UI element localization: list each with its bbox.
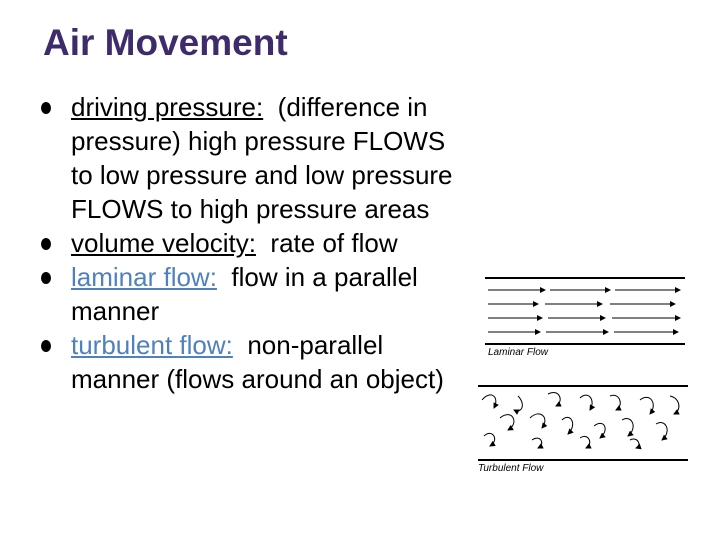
slide-title: Air Movement	[43, 22, 288, 63]
turbulent-caption: Turbulent Flow	[478, 463, 544, 474]
bullet-text: (difference in pressure) high pressure FLOWS to low pressure and low pressure FLOWS to high pressure areas	[71, 92, 453, 224]
bullet-driving-pressure	[40, 90, 470, 226]
bullet-term-link: laminar flow:	[71, 262, 217, 292]
bullet-dot-icon	[41, 340, 51, 352]
turbulent-flow-figure	[478, 386, 688, 474]
bullet-turbulent-flow	[40, 328, 470, 396]
bullet-text: flow in a parallel manner	[71, 262, 418, 326]
bullet-list	[40, 90, 470, 396]
bullet-volume-velocity	[40, 226, 470, 260]
flow-diagram	[470, 268, 700, 488]
bullet-dot-icon	[41, 272, 51, 284]
bullet-dot-icon	[41, 102, 51, 114]
bullet-text: non-parallel manner (flows around an object)	[71, 330, 444, 394]
laminar-streamlines	[488, 290, 680, 332]
bullet-laminar-flow	[40, 260, 470, 328]
turbulent-eddies	[482, 393, 679, 448]
bullet-term: volume velocity:	[71, 228, 256, 258]
bullet-dot-icon	[41, 238, 51, 250]
laminar-flow-figure	[485, 278, 685, 358]
bullet-term: driving pressure:	[71, 92, 264, 122]
bullet-term-link: turbulent flow:	[71, 330, 233, 360]
bullet-text: rate of flow	[270, 228, 398, 258]
laminar-caption: Laminar Flow	[488, 347, 549, 358]
